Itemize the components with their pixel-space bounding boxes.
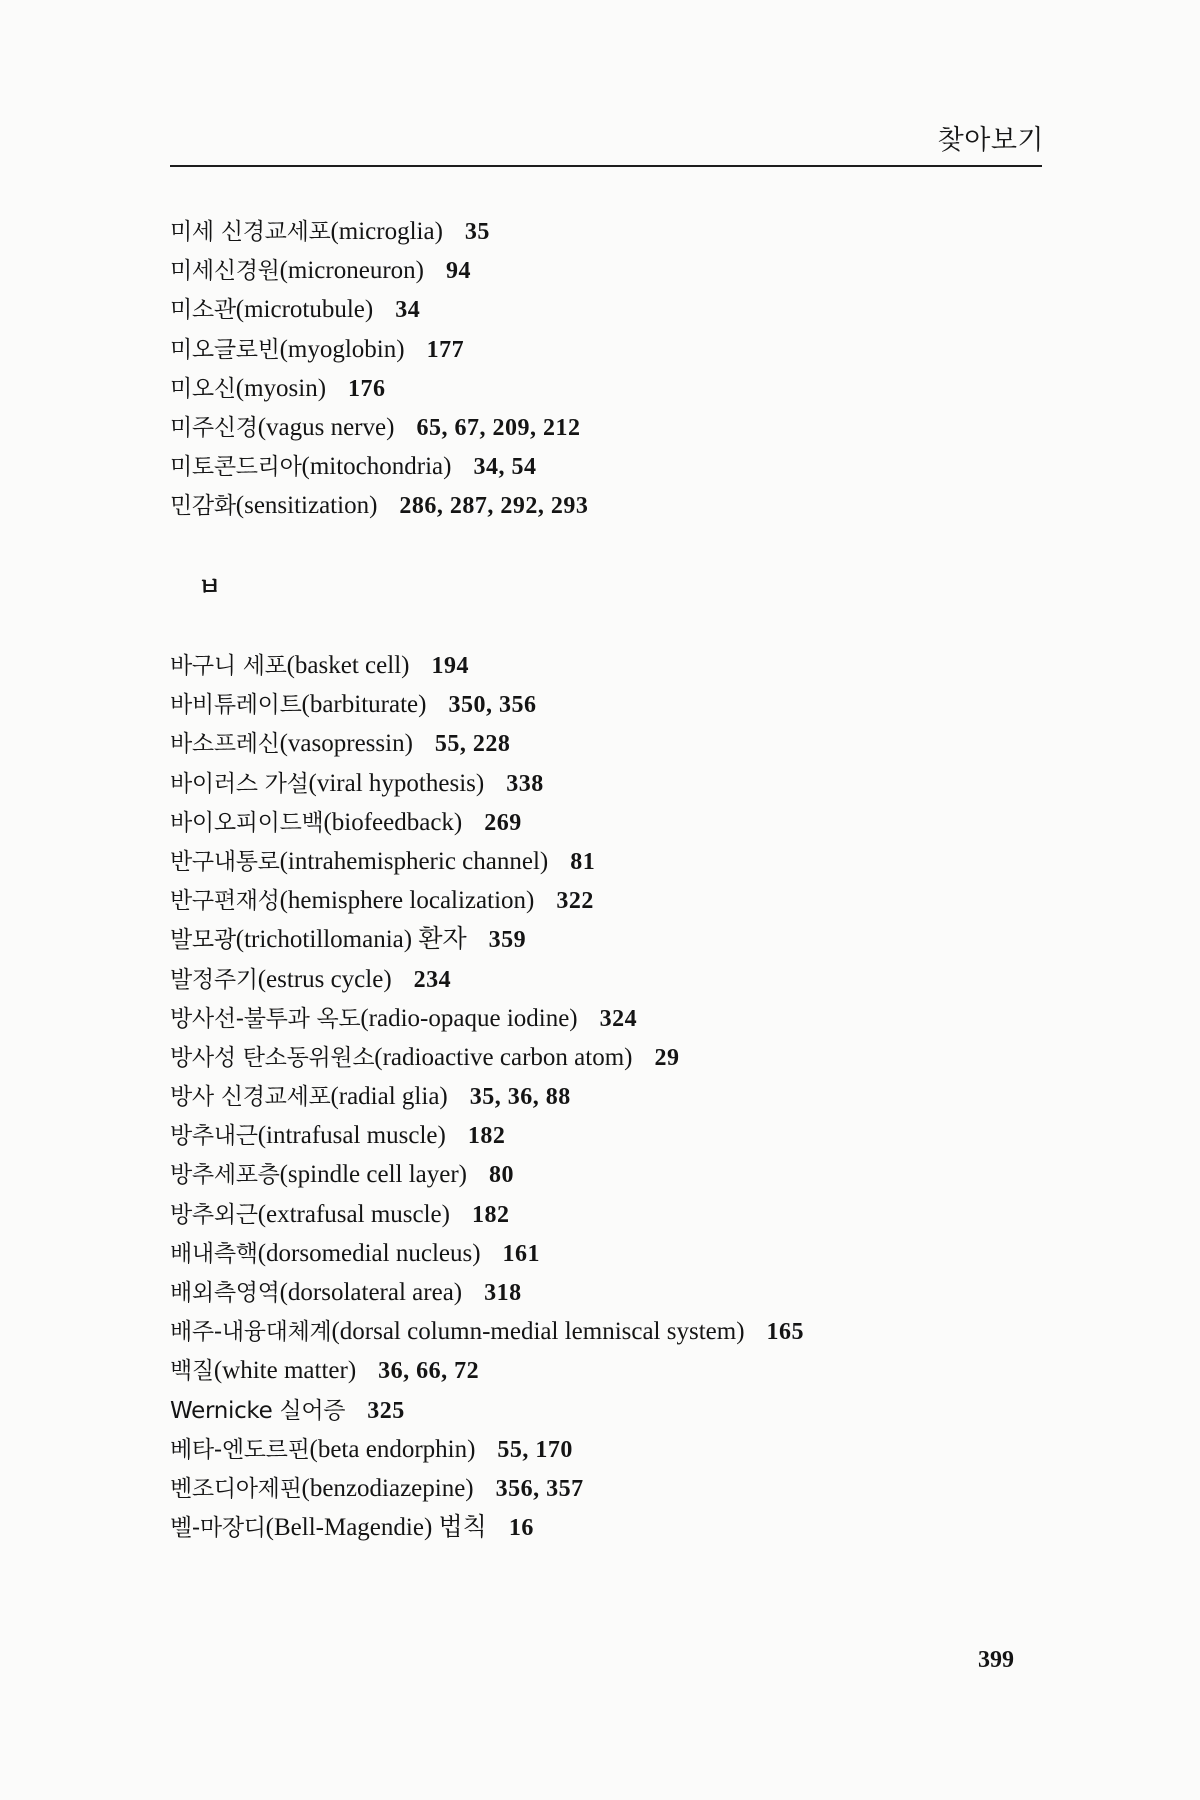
- index-entry: [170, 1391, 804, 1430]
- index-entry: [170, 1469, 804, 1508]
- entry-term: 방사성 탄소동위원소: [170, 1044, 375, 1071]
- entry-pages: 55, 170: [497, 1436, 573, 1463]
- section-heading-b: ㅂ: [198, 573, 222, 601]
- entry-term: 발정주기: [170, 966, 258, 993]
- entry-pages: 65, 67, 209, 212: [416, 414, 581, 441]
- index-entry: [170, 920, 804, 959]
- index-entry: [170, 999, 804, 1038]
- entry-term: 방사선-불투과 옥도: [170, 1005, 361, 1032]
- entry-term: 반구편재성: [170, 888, 280, 915]
- entry-pages: 29: [654, 1044, 680, 1071]
- entry-pages: 35, 36, 88: [469, 1084, 571, 1111]
- entry-english: (vagus nerve): [257, 413, 395, 441]
- entry-pages: 80: [489, 1162, 515, 1189]
- entry-english: (biofeedback): [323, 808, 463, 836]
- index-entry: [170, 212, 588, 251]
- index-entry: [170, 1234, 804, 1273]
- entry-pages: 350, 356: [448, 692, 537, 719]
- entry-term: 미토콘드리아: [170, 454, 302, 481]
- entry-english: (radio-opaque iodine): [360, 1004, 578, 1032]
- index-entry: [170, 685, 804, 724]
- index-entry: [170, 1351, 804, 1390]
- entry-english: (beta endorphin): [309, 1435, 476, 1463]
- index-entry: [170, 251, 588, 290]
- entry-pages: 81: [570, 848, 596, 875]
- index-entry: [170, 1273, 804, 1312]
- index-entry: [170, 960, 804, 999]
- index-entry: [170, 330, 588, 369]
- entry-pages: 176: [348, 375, 386, 402]
- entry-english: (microneuron): [279, 257, 424, 285]
- entry-english: (white matter): [213, 1357, 357, 1385]
- entry-english: (viral hypothesis): [308, 769, 485, 797]
- entry-pages: 324: [599, 1005, 638, 1032]
- index-list-m: [170, 212, 588, 526]
- index-entry: [170, 290, 588, 329]
- entry-term: 바구니 세포: [170, 653, 287, 679]
- entry-pages: 318: [484, 1280, 522, 1306]
- entry-english: (dorsomedial nucleus): [257, 1239, 481, 1267]
- entry-term: 미오신: [170, 375, 236, 402]
- index-entry: [170, 1195, 804, 1234]
- entry-term: 미세 신경교세포: [170, 219, 331, 245]
- entry-english: (Bell-Magendie) 법칙: [265, 1514, 487, 1542]
- entry-term: 방사 신경교세포: [170, 1084, 331, 1111]
- entry-english: (dorsal column-medial lemniscal system): [331, 1318, 745, 1346]
- header-rule: [170, 165, 1042, 167]
- index-entry: [170, 724, 804, 763]
- index-entry: [170, 1430, 804, 1469]
- entry-term: 미주신경: [170, 414, 258, 441]
- entry-english: (benzodiazepine): [301, 1474, 474, 1502]
- entry-term: 벤조디아제핀: [170, 1475, 302, 1502]
- entry-term: 미세신경원: [170, 258, 280, 285]
- entry-term: 배내측핵: [170, 1240, 258, 1267]
- entry-term: 방추내근: [170, 1123, 258, 1150]
- index-entry: [170, 369, 588, 408]
- entry-pages: 35: [464, 219, 490, 245]
- entry-pages: 359: [488, 927, 527, 954]
- entry-english: (intrahemispheric channel): [279, 847, 549, 875]
- entry-pages: 177: [426, 336, 465, 363]
- index-entry: [170, 803, 804, 842]
- index-entry: [170, 1038, 804, 1077]
- entry-term: 방추세포층: [170, 1162, 280, 1189]
- entry-pages: 182: [467, 1123, 506, 1150]
- index-entry: [170, 1077, 804, 1116]
- index-entry: [170, 1508, 804, 1547]
- entry-pages: 16: [508, 1515, 534, 1542]
- entry-pages: 338: [506, 770, 544, 797]
- entry-pages: 194: [431, 653, 469, 679]
- entry-english: (hemisphere localization): [279, 887, 535, 915]
- entry-english: (microtubule): [235, 296, 374, 324]
- entry-pages: 182: [471, 1201, 510, 1228]
- entry-english: (basket cell): [286, 652, 410, 679]
- entry-pages: 269: [484, 809, 522, 836]
- index-entry: [170, 486, 588, 525]
- index-entry: [170, 447, 588, 486]
- entry-term: 바이오피이드백: [170, 809, 324, 836]
- entry-pages: 161: [502, 1240, 541, 1267]
- entry-english: (barbiturate): [301, 691, 427, 719]
- entry-term: 방추외근: [170, 1201, 258, 1228]
- entry-term: 미소관: [170, 297, 236, 324]
- entry-pages: 94: [445, 258, 471, 285]
- index-list-b: [170, 646, 804, 1547]
- index-entry: [170, 764, 804, 803]
- entry-english: (intrafusal muscle): [257, 1122, 446, 1150]
- index-entry: [170, 1155, 804, 1194]
- entry-term: Wernicke 실어증: [170, 1397, 346, 1424]
- index-entry: [170, 1312, 804, 1351]
- index-entry: [170, 881, 804, 920]
- entry-english: (spindle cell layer): [279, 1161, 468, 1189]
- entry-english: (myoglobin): [279, 335, 405, 363]
- index-entry: [170, 408, 588, 447]
- index-entry: [170, 842, 804, 881]
- entry-term: 백질: [170, 1358, 214, 1385]
- index-entry: [170, 646, 804, 685]
- entry-pages: 34: [395, 297, 421, 324]
- entry-term: 민감화: [170, 493, 236, 520]
- entry-english: (radioactive carbon atom): [374, 1043, 633, 1071]
- entry-term: 베타-엔도르핀: [170, 1436, 310, 1463]
- entry-english: (estrus cycle): [257, 965, 392, 993]
- entry-pages: 322: [556, 888, 594, 915]
- entry-term: 바소프레신: [170, 731, 280, 758]
- entry-english: (dorsolateral area): [279, 1279, 463, 1306]
- running-head: 찾아보기: [937, 125, 1044, 156]
- entry-term: 벨-마장디: [170, 1515, 266, 1542]
- entry-pages: 356, 357: [495, 1475, 584, 1502]
- entry-pages: 36, 66, 72: [378, 1358, 480, 1385]
- entry-term: 바이러스 가설: [170, 770, 309, 797]
- entry-term: 배외측영역: [170, 1280, 280, 1306]
- entry-english: (sensitization): [235, 492, 378, 520]
- entry-pages: 234: [413, 966, 452, 993]
- entry-pages: 286, 287, 292, 293: [399, 493, 589, 520]
- entry-pages: 55, 228: [434, 731, 511, 758]
- entry-english: (vasopressin): [279, 730, 413, 758]
- entry-english: (trichotillomania) 환자: [235, 926, 467, 954]
- entry-term: 미오글로빈: [170, 336, 280, 363]
- entry-term: 발모광: [170, 927, 236, 954]
- entry-term: 바비튜레이트: [170, 692, 302, 719]
- page-number: 399: [978, 1647, 1014, 1673]
- index-entry: [170, 1116, 804, 1155]
- entry-term: 반구내통로: [170, 848, 280, 875]
- entry-pages: 325: [367, 1397, 405, 1424]
- entry-pages: 34, 54: [473, 454, 537, 481]
- entry-english: (radial glia): [330, 1083, 448, 1111]
- entry-pages: 165: [766, 1319, 805, 1346]
- entry-english: (microglia): [330, 218, 443, 245]
- entry-english: (mitochondria): [301, 453, 452, 481]
- entry-english: (extrafusal muscle): [257, 1200, 450, 1228]
- entry-english: (myosin): [235, 374, 327, 402]
- entry-term: 배주-내융대체계: [170, 1319, 332, 1346]
